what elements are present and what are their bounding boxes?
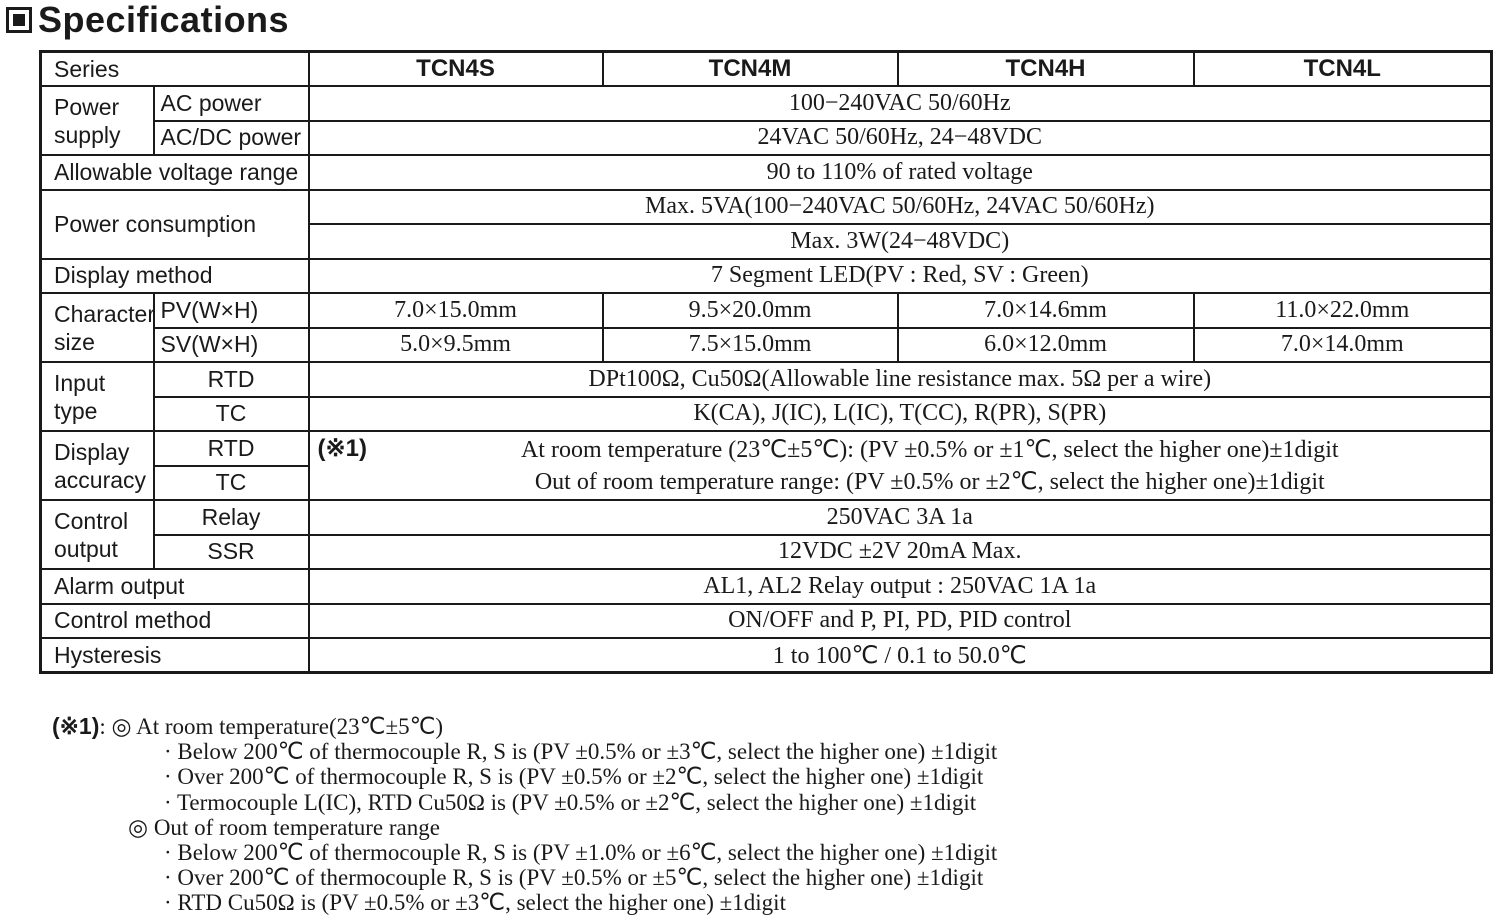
- accuracy-out-text: Out of room temperature range: (PV ±0.5% or ±2℃, select the higher one)±1digit: [534, 468, 1325, 495]
- footnotes: [52, 714, 997, 916]
- table-row-hysteresis: [41, 638, 1492, 673]
- room-heading-text: : ◎ At room temperature(23℃±5℃): [99, 714, 444, 739]
- table-row-control-relay: [41, 500, 1492, 535]
- table-row-accuracy-rtd: [41, 431, 1492, 466]
- accuracy-tc-label: TC: [154, 466, 309, 501]
- table-row-display-method: [41, 259, 1492, 294]
- alarm-output-value: AL1, AL2 Relay output : 250VAC 1A 1a: [309, 569, 1492, 604]
- model-header: TCN4S: [309, 52, 603, 87]
- table-row-character-size-pv: [41, 293, 1492, 328]
- acdc-power-label: AC/DC power: [154, 121, 309, 156]
- input-tc-value: K(CA), J(IC), L(IC), T(CC), R(PR), S(PR): [309, 397, 1492, 432]
- page-title: Specifications: [38, 0, 290, 40]
- table-row-input-tc: [41, 397, 1492, 432]
- footnote-item: · Over 200℃ of thermocouple R, S is (PV ±0.5% or ±5℃, select the higher one) ±1digit: [164, 865, 984, 891]
- model-header: TCN4H: [898, 52, 1194, 87]
- section-heading: [6, 0, 289, 40]
- footnote-room-heading: [52, 714, 997, 739]
- sv-size-value: 7.0×14.0mm: [1194, 328, 1492, 363]
- square-bullet-icon: [6, 7, 32, 33]
- note-reference: (※1): [317, 435, 367, 462]
- table-row-power-consumption: [41, 190, 1492, 225]
- accuracy-rtd-label: RTD: [154, 431, 309, 466]
- display-accuracy-value: [309, 431, 1492, 500]
- power-consumption-dc-value: Max. 3W(24−48VDC): [309, 224, 1492, 259]
- control-method-label: Control method: [41, 604, 309, 639]
- table-row-alarm-output: [41, 569, 1492, 604]
- pv-size-value: 9.5×20.0mm: [603, 293, 898, 328]
- sv-size-value: 6.0×12.0mm: [898, 328, 1194, 363]
- hysteresis-label: Hysteresis: [41, 638, 309, 673]
- control-method-value: ON/OFF and P, PI, PD, PID control: [309, 604, 1492, 639]
- ac-power-label: AC power: [154, 86, 309, 121]
- table-row-allowable-voltage: [41, 155, 1492, 190]
- footnote-item: · Over 200℃ of thermocouple R, S is (PV ±0.5% or ±2℃, select the higher one) ±1digit: [164, 764, 984, 790]
- footnote-item: · Below 200℃ of thermocouple R, S is (PV ±0.5% or ±3℃, select the higher one) ±1digit: [164, 739, 998, 765]
- allowable-voltage-label: Allowable voltage range: [41, 155, 309, 190]
- table-row-character-size-sv: [41, 328, 1492, 363]
- specifications-table: [39, 50, 1493, 674]
- input-rtd-label: RTD: [154, 362, 309, 397]
- power-consumption-label: Power consumption: [41, 190, 309, 259]
- footnote-item: · Termocouple L(IC), RTD Cu50Ω is (PV ±0.5% or ±2℃, select the higher one) ±1digit: [164, 789, 977, 815]
- table-row-control-method: [41, 604, 1492, 639]
- relay-value: 250VAC 3A 1a: [309, 500, 1492, 535]
- table-row-input-rtd: [41, 362, 1492, 397]
- accuracy-room-text: At room temperature (23℃±5℃): (PV ±0.5% or ±1℃, select the higher one)±1digit: [520, 436, 1339, 463]
- ssr-label: SSR: [154, 535, 309, 570]
- display-accuracy-label: Display accuracy: [41, 431, 154, 500]
- footnote-mark: (※1): [52, 713, 100, 739]
- footnote-item: · RTD Cu50Ω is (PV ±0.5% or ±3℃, select the higher one) ±1digit: [164, 890, 786, 916]
- model-header: TCN4L: [1194, 52, 1492, 87]
- pv-size-value: 7.0×14.6mm: [898, 293, 1194, 328]
- sv-size-value: 7.5×15.0mm: [603, 328, 898, 363]
- pv-size-value: 7.0×15.0mm: [309, 293, 603, 328]
- pv-size-value: 11.0×22.0mm: [1194, 293, 1492, 328]
- display-method-label: Display method: [41, 259, 309, 294]
- table-row-control-ssr: [41, 535, 1492, 570]
- display-method-value: 7 Segment LED(PV : Red, SV : Green): [309, 259, 1492, 294]
- relay-label: Relay: [154, 500, 309, 535]
- control-output-label: Control output: [41, 500, 154, 569]
- input-tc-label: TC: [154, 397, 309, 432]
- model-header: TCN4M: [603, 52, 898, 87]
- allowable-voltage-value: 90 to 110% of rated voltage: [309, 155, 1492, 190]
- power-supply-label: Power supply: [41, 86, 154, 155]
- sv-size-value: 5.0×9.5mm: [309, 328, 603, 363]
- series-label: Series: [41, 52, 309, 87]
- power-consumption-ac-value: Max. 5VA(100−240VAC 50/60Hz, 24VAC 50/60Hz): [309, 190, 1492, 225]
- table-row-power-supply-acdc: [41, 121, 1492, 156]
- table-row-series: [41, 52, 1492, 87]
- pv-size-label: PV(W×H): [154, 293, 309, 328]
- ssr-value: 12VDC ±2V 20mA Max.: [309, 535, 1492, 570]
- sv-size-label: SV(W×H): [154, 328, 309, 363]
- alarm-output-label: Alarm output: [41, 569, 309, 604]
- footnote-item: · Below 200℃ of thermocouple R, S is (PV ±1.0% or ±6℃, select the higher one) ±1digit: [164, 840, 998, 866]
- table-row-power-supply-ac: [41, 86, 1492, 121]
- character-size-label: Character size: [41, 293, 154, 362]
- input-rtd-value: DPt100Ω, Cu50Ω(Allowable line resistance max. 5Ω per a wire): [309, 362, 1492, 397]
- ac-power-value: 100−240VAC 50/60Hz: [309, 86, 1492, 121]
- hysteresis-value: 1 to 100℃ / 0.1 to 50.0℃: [309, 638, 1492, 673]
- footnote-out-heading: ◎ Out of room temperature range: [128, 814, 440, 840]
- input-type-label: Input type: [41, 362, 154, 431]
- acdc-power-value: 24VAC 50/60Hz, 24−48VDC: [309, 121, 1492, 156]
